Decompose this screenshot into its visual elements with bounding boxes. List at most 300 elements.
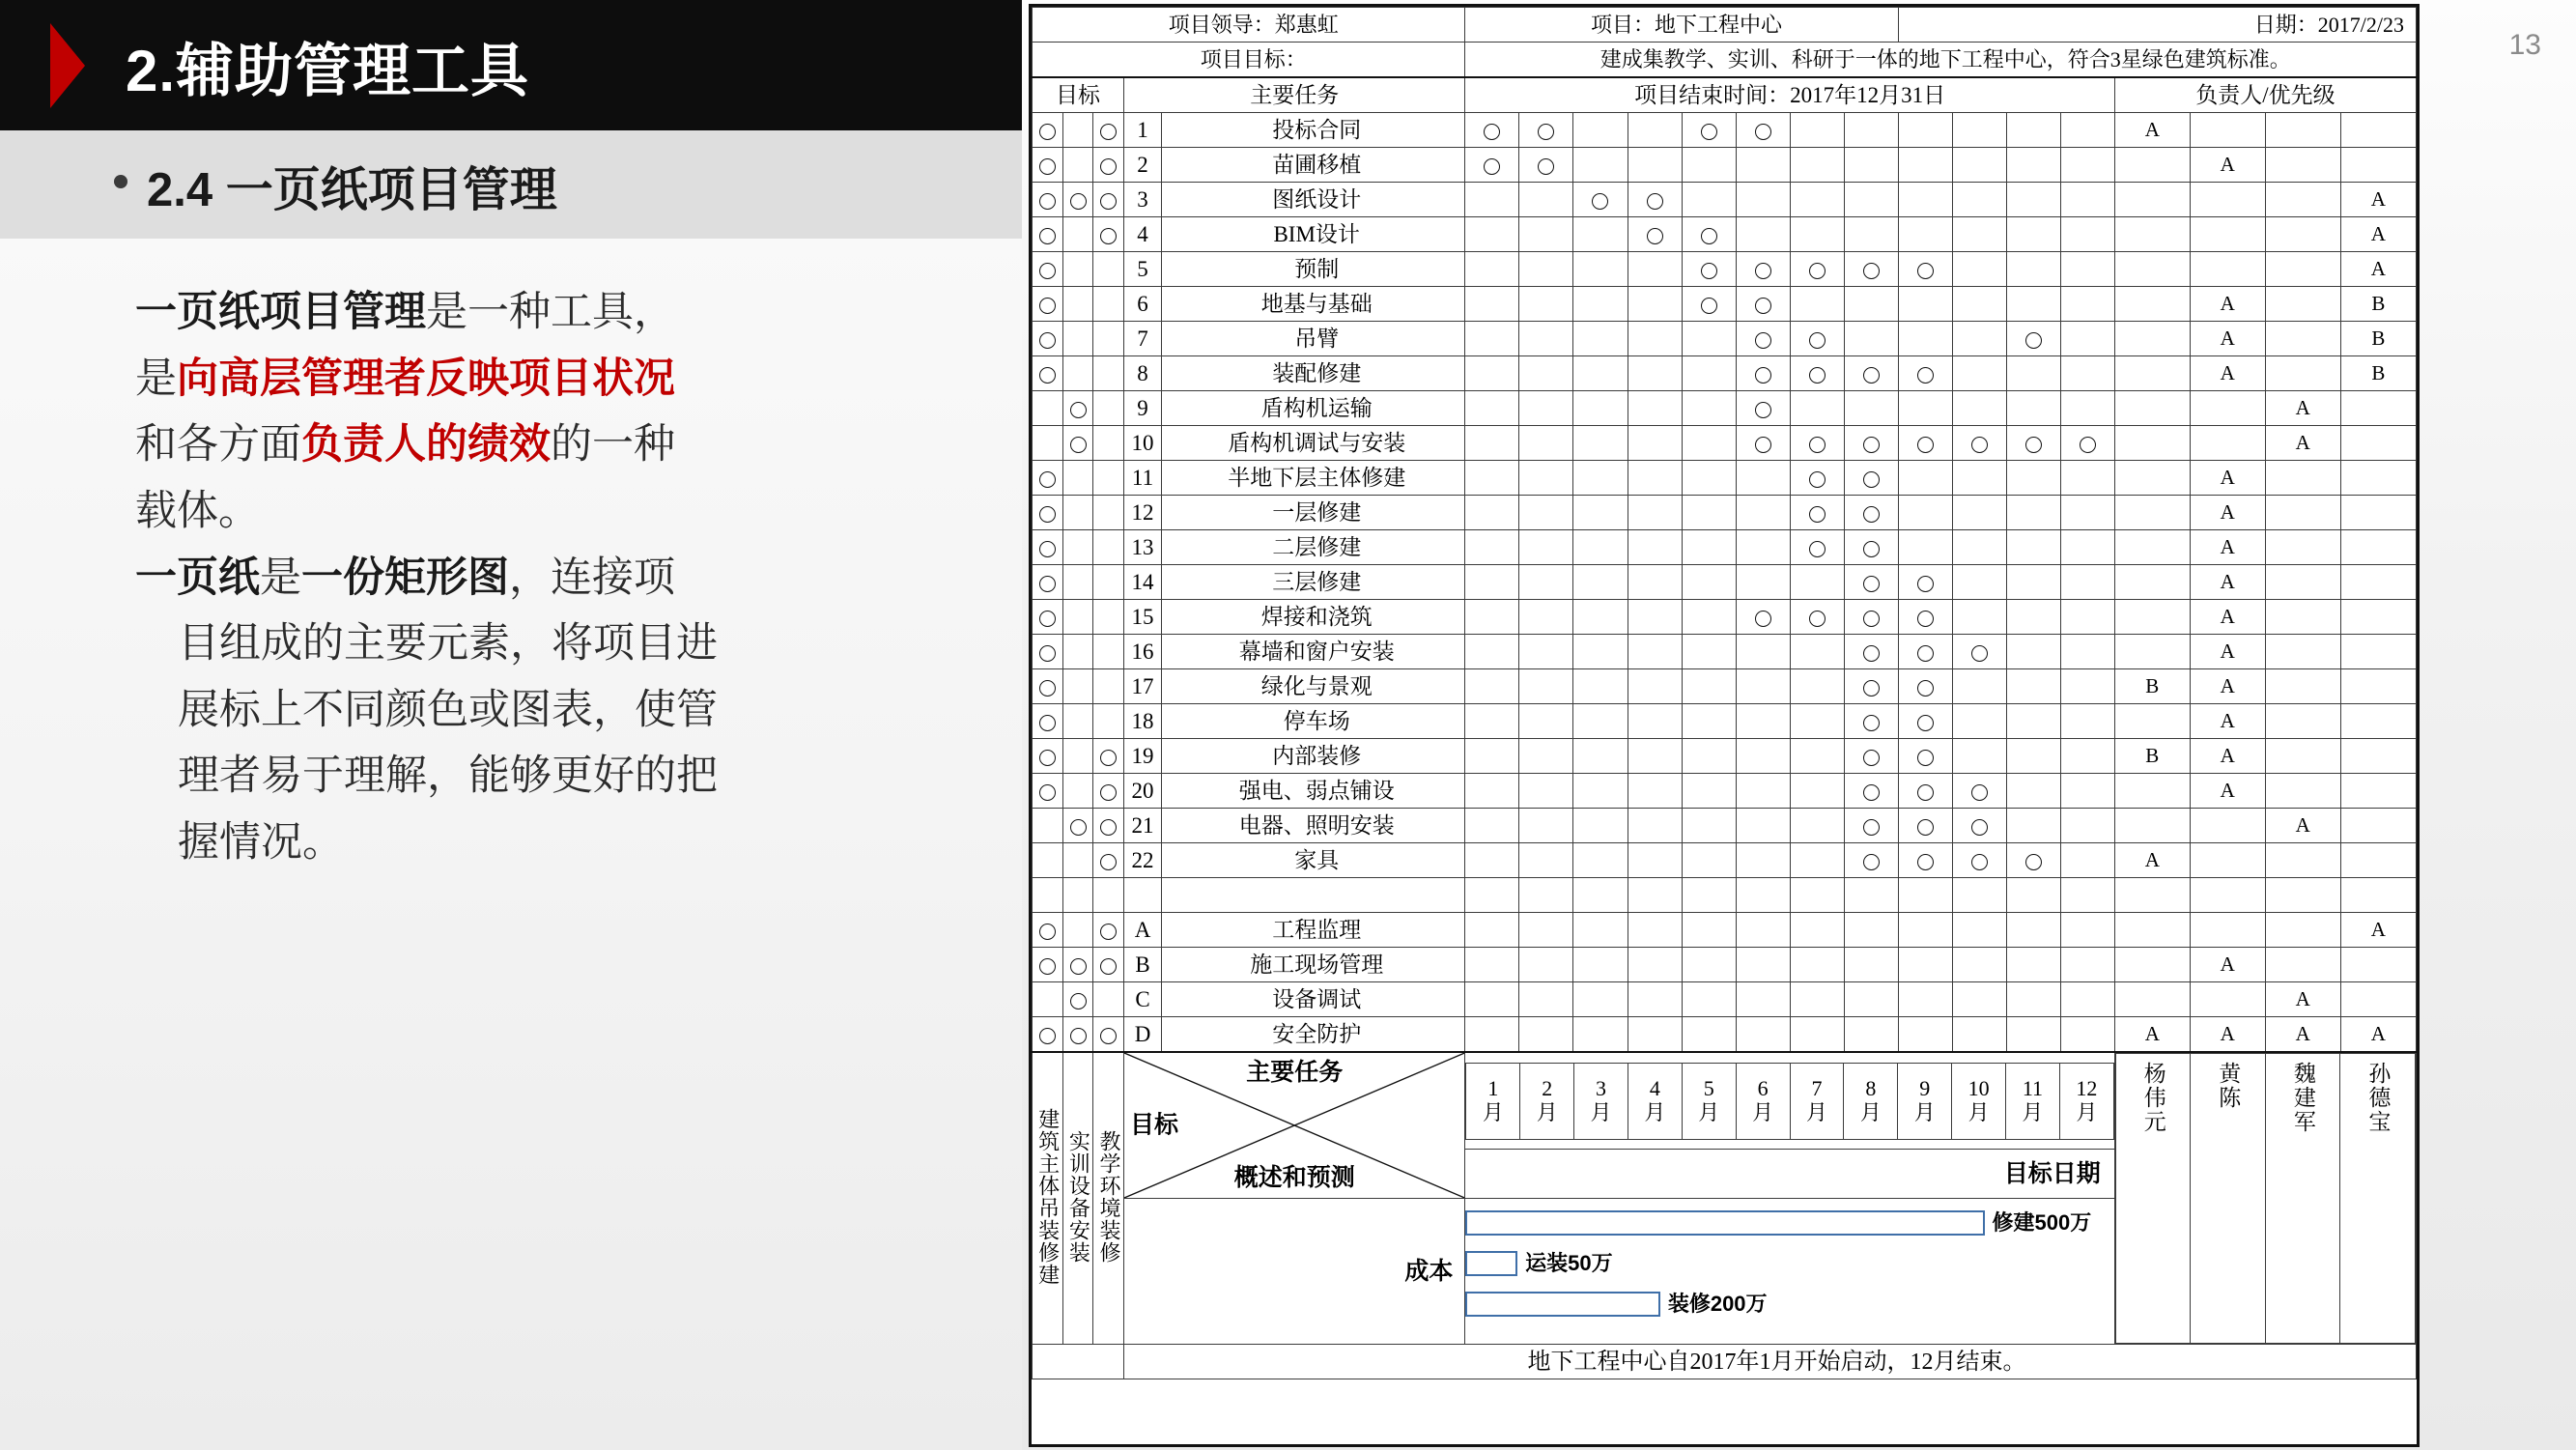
owner-cell — [2340, 669, 2416, 704]
month-cell — [1952, 948, 2006, 982]
task-name: 内部装修 — [1162, 739, 1465, 774]
month-cell — [1790, 948, 1844, 982]
month-cell — [1573, 322, 1628, 356]
owner-cell — [2340, 809, 2416, 843]
matrix-label-objectives: 目标 — [1130, 1112, 1179, 1139]
page-number: 13 — [2508, 29, 2541, 61]
owner-cell: A — [2114, 1017, 2190, 1053]
objective-cell — [1033, 669, 1063, 704]
task-name: 工程监理 — [1162, 913, 1465, 948]
month-cell — [2060, 635, 2114, 669]
marker-circle-icon — [1039, 466, 1056, 489]
month-cell — [2006, 530, 2060, 565]
month-cell — [1519, 252, 1573, 287]
table-row — [1033, 600, 2417, 635]
owner-cell: A — [2190, 600, 2265, 635]
body-line-9: 握情况。 — [178, 819, 344, 867]
task-id: 22 — [1124, 843, 1162, 878]
matrix-month: 8 月 — [1844, 1063, 1898, 1139]
objective-cell — [1033, 948, 1063, 982]
owner-cell: A — [2190, 565, 2265, 600]
month-cell — [1844, 774, 1898, 809]
objective-cell — [1062, 635, 1093, 669]
spacer-cell — [1682, 878, 1736, 913]
month-cell — [1465, 600, 1519, 635]
month-cell — [1844, 530, 1898, 565]
objective-cell — [1033, 356, 1063, 391]
month-cell — [1790, 635, 1844, 669]
task-name: 电器、照明安装 — [1162, 809, 1465, 843]
month-cell — [1952, 669, 2006, 704]
owner-cell — [2190, 113, 2265, 148]
header-end-time: 项目结束时间：2017年12月31日 — [1465, 77, 2114, 113]
task-id: 9 — [1124, 391, 1162, 426]
owner-cell — [2265, 217, 2340, 252]
spacer-cell — [2006, 878, 2060, 913]
month-cell — [1628, 322, 1682, 356]
month-cell — [1790, 1017, 1844, 1053]
project-name: 项目：地下工程中心 — [1465, 8, 1898, 43]
marker-circle-icon — [1039, 744, 1056, 767]
owner-cell: A — [2340, 217, 2416, 252]
month-cell — [2060, 669, 2114, 704]
month-cell — [1844, 982, 1898, 1017]
objective-cell — [1062, 461, 1093, 496]
header-main-tasks: 主要任务 — [1124, 77, 1465, 113]
month-cell — [1628, 356, 1682, 391]
objective-cell — [1093, 809, 1124, 843]
objective-cell — [1062, 496, 1093, 530]
owner-cell — [2340, 391, 2416, 426]
month-cell — [1465, 496, 1519, 530]
month-cell — [2006, 148, 2060, 183]
owner-cell — [2190, 183, 2265, 217]
month-cell — [1844, 739, 1898, 774]
month-cell — [1844, 600, 1898, 635]
month-cell — [2060, 461, 2114, 496]
marker-circle-icon — [1755, 257, 1771, 280]
objective-cell — [1062, 669, 1093, 704]
month-cell — [2006, 635, 2060, 669]
marker-circle-icon — [1863, 431, 1880, 454]
month-cell — [1790, 252, 1844, 287]
month-cell — [1465, 391, 1519, 426]
owner-cell — [2265, 496, 2340, 530]
marker-circle-icon — [1039, 222, 1056, 245]
table-row — [1033, 148, 2417, 183]
owner-cell — [2190, 217, 2265, 252]
matrix-months-header — [1465, 1052, 2114, 1150]
month-cell — [2006, 565, 2060, 600]
marker-circle-icon — [1070, 987, 1087, 1010]
owner-cell — [2114, 356, 2190, 391]
month-cell — [1682, 426, 1736, 461]
marker-circle-icon — [1070, 431, 1087, 454]
month-cell — [1736, 426, 1790, 461]
owner-cell — [2265, 113, 2340, 148]
month-cell — [1844, 669, 1898, 704]
matrix-month: 6 月 — [1736, 1063, 1790, 1139]
month-cell — [2006, 183, 2060, 217]
month-cell — [1952, 287, 2006, 322]
objective-cell — [1062, 739, 1093, 774]
marker-circle-icon — [1809, 605, 1826, 628]
objective-cell — [1033, 600, 1063, 635]
matrix-x-box — [1124, 1052, 1465, 1199]
month-cell — [2006, 217, 2060, 252]
body-line-1 — [135, 280, 937, 345]
month-cell — [1736, 287, 1790, 322]
month-cell — [1790, 530, 1844, 565]
month-cell — [2006, 982, 2060, 1017]
month-cell — [1898, 530, 1952, 565]
month-cell — [1952, 704, 2006, 739]
objective-cell — [1033, 426, 1063, 461]
month-cell — [1519, 774, 1573, 809]
month-cell — [1682, 948, 1736, 982]
month-cell — [1790, 113, 1844, 148]
table-row — [1033, 669, 2417, 704]
month-cell — [1519, 809, 1573, 843]
month-cell — [1736, 774, 1790, 809]
month-cell — [1736, 948, 1790, 982]
month-cell — [1898, 183, 1952, 217]
body-line-3-highlight: 负责人的绩效 — [301, 421, 551, 469]
month-cell — [2060, 1017, 2114, 1053]
task-id: 7 — [1124, 322, 1162, 356]
marker-circle-icon — [1701, 257, 1717, 280]
month-cell — [1790, 669, 1844, 704]
task-id: 16 — [1124, 635, 1162, 669]
month-cell — [1736, 669, 1790, 704]
month-cell — [1952, 1017, 2006, 1053]
objective-cell — [1062, 217, 1093, 252]
owner-cell — [2190, 982, 2265, 1017]
owner-cell — [2114, 148, 2190, 183]
month-cell — [1573, 635, 1628, 669]
marker-circle-icon — [2080, 431, 2096, 454]
owner-cell: A — [2190, 287, 2265, 322]
month-cell — [1573, 461, 1628, 496]
month-cell — [1519, 704, 1573, 739]
matrix-month: 12 月 — [2059, 1063, 2113, 1139]
marker-circle-icon — [1039, 570, 1056, 593]
task-id: 12 — [1124, 496, 1162, 530]
task-name: 投标合同 — [1162, 113, 1465, 148]
month-cell — [1952, 982, 2006, 1017]
marker-circle-icon — [1039, 952, 1056, 976]
marker-circle-icon — [1863, 257, 1880, 280]
body-line-5-strong-a: 一页纸 — [135, 554, 260, 601]
month-cell — [1682, 565, 1736, 600]
objective-cell — [1093, 496, 1124, 530]
owner-cell — [2114, 635, 2190, 669]
month-cell — [1628, 1017, 1682, 1053]
month-cell — [1844, 356, 1898, 391]
month-cell — [1628, 948, 1682, 982]
marker-circle-icon — [1917, 779, 1934, 802]
owner-cell — [2340, 530, 2416, 565]
owner-cell — [2340, 148, 2416, 183]
owner-cell — [2190, 252, 2265, 287]
month-cell — [1952, 774, 2006, 809]
body-text — [135, 280, 937, 877]
month-cell — [1898, 391, 1952, 426]
objective-cell — [1093, 635, 1124, 669]
marker-circle-icon — [1100, 153, 1117, 176]
owner-cell: A — [2265, 809, 2340, 843]
owner-cell — [2114, 774, 2190, 809]
month-cell — [1682, 982, 1736, 1017]
page-title: 2.辅助管理工具 — [126, 39, 530, 103]
month-cell — [1519, 565, 1573, 600]
month-cell — [1952, 148, 2006, 183]
month-cell — [1573, 148, 1628, 183]
month-cell — [1736, 461, 1790, 496]
owner-cell — [2340, 113, 2416, 148]
month-cell — [1465, 565, 1519, 600]
marker-circle-icon — [1070, 952, 1087, 976]
month-cell — [1465, 113, 1519, 148]
spacer-cell — [1093, 878, 1124, 913]
spacer-cell — [1790, 878, 1844, 913]
objective-cell — [1033, 287, 1063, 322]
month-cell — [2060, 391, 2114, 426]
table-row — [1033, 322, 2417, 356]
marker-circle-icon — [1755, 118, 1771, 141]
month-cell — [1573, 287, 1628, 322]
objective-cell — [1093, 1017, 1124, 1053]
table-row — [1033, 391, 2417, 426]
month-cell — [1628, 252, 1682, 287]
month-cell — [1682, 183, 1736, 217]
month-cell — [1790, 183, 1844, 217]
task-id: 19 — [1124, 739, 1162, 774]
owner-cell — [2340, 635, 2416, 669]
owner-cell — [2340, 948, 2416, 982]
task-name: 施工现场管理 — [1162, 948, 1465, 982]
table-row — [1033, 356, 2417, 391]
matrix-month: 7 月 — [1790, 1063, 1844, 1139]
objective-cell — [1062, 809, 1093, 843]
objective-cell — [1062, 356, 1093, 391]
body-line-3-lead: 和各方面 — [135, 421, 301, 469]
marker-circle-icon — [1863, 535, 1880, 558]
owner-cell — [2265, 739, 2340, 774]
month-cell — [1465, 669, 1519, 704]
month-cell — [1844, 496, 1898, 530]
month-cell — [2006, 322, 2060, 356]
body-line-3 — [135, 412, 937, 477]
marker-circle-icon — [1100, 952, 1117, 976]
month-cell — [1952, 565, 2006, 600]
month-cell — [2060, 948, 2114, 982]
month-cell — [1519, 739, 1573, 774]
project-goal-value: 建成集教学、实训、科研于一体的地下工程中心，符合3星绿色建筑标准。 — [1465, 43, 2417, 78]
project-goal-label: 项目目标： — [1033, 43, 1465, 78]
task-id: 17 — [1124, 669, 1162, 704]
month-cell — [2060, 148, 2114, 183]
body-line-1-strong: 一页纸项目管理 — [135, 289, 426, 335]
matrix-note: 地下工程中心自2017年1月开始启动，12月结束。 — [1124, 1345, 2417, 1379]
objective-cell — [1062, 113, 1093, 148]
month-cell — [1790, 322, 1844, 356]
marker-circle-icon — [1701, 118, 1717, 141]
owner-cell — [2265, 287, 2340, 322]
task-id: 2 — [1124, 148, 1162, 183]
month-cell — [2006, 669, 2060, 704]
objective-cell — [1062, 1017, 1093, 1053]
marker-circle-icon — [1863, 779, 1880, 802]
month-cell — [2006, 391, 2060, 426]
objective-cell — [1093, 913, 1124, 948]
month-cell — [1952, 322, 2006, 356]
month-cell — [1844, 809, 1898, 843]
month-cell — [1628, 843, 1682, 878]
table-row — [1033, 565, 2417, 600]
task-name: 设备调试 — [1162, 982, 1465, 1017]
month-cell — [1952, 113, 2006, 148]
header-objectives: 目标 — [1033, 77, 1124, 113]
owner-cell — [2265, 530, 2340, 565]
month-cell — [1898, 1017, 1952, 1053]
marker-circle-icon — [1039, 779, 1056, 802]
month-cell — [1628, 113, 1682, 148]
marker-circle-icon — [1863, 605, 1880, 628]
month-cell — [1844, 913, 1898, 948]
objective-cell — [1093, 287, 1124, 322]
month-cell — [1844, 948, 1898, 982]
objective-cell — [1033, 635, 1063, 669]
objective-label-1: 建筑主体吊装修建 — [1033, 1052, 1063, 1345]
marker-circle-icon — [1809, 257, 1826, 280]
month-cell — [1844, 252, 1898, 287]
owner-cell: A — [2190, 530, 2265, 565]
objective-cell — [1033, 183, 1063, 217]
month-cell — [1682, 774, 1736, 809]
month-cell — [1952, 461, 2006, 496]
marker-circle-icon — [1809, 431, 1826, 454]
task-name: 停车场 — [1162, 704, 1465, 739]
objective-cell — [1093, 843, 1124, 878]
task-id: 14 — [1124, 565, 1162, 600]
month-cell — [1519, 982, 1573, 1017]
owner-cell — [2265, 843, 2340, 878]
spacer-cell — [2265, 878, 2340, 913]
month-cell — [1465, 843, 1519, 878]
task-name: 焊接和浇筑 — [1162, 600, 1465, 635]
marker-circle-icon — [1863, 709, 1880, 732]
month-cell — [1790, 287, 1844, 322]
month-cell — [2060, 287, 2114, 322]
month-cell — [1898, 322, 1952, 356]
owner-cell: A — [2340, 1017, 2416, 1053]
month-cell — [1573, 774, 1628, 809]
month-cell — [1898, 600, 1952, 635]
month-cell — [1519, 600, 1573, 635]
objective-cell — [1093, 183, 1124, 217]
meta-row-leader — [1033, 8, 2417, 43]
owner-cell: A — [2190, 148, 2265, 183]
table-row — [1033, 948, 2417, 982]
month-cell — [1952, 183, 2006, 217]
month-cell — [1898, 739, 1952, 774]
month-cell — [1736, 148, 1790, 183]
objective-cell — [1093, 565, 1124, 600]
month-cell — [2060, 982, 2114, 1017]
month-cell — [1952, 252, 2006, 287]
marker-circle-icon — [2025, 848, 2042, 871]
spacer-cell — [1519, 878, 1573, 913]
month-cell — [1628, 148, 1682, 183]
month-cell — [1573, 739, 1628, 774]
month-cell — [2006, 1017, 2060, 1053]
matrix-label-target-date: 目标日期 — [1465, 1150, 2114, 1199]
owner-cell — [2114, 322, 2190, 356]
owner-cell: A — [2190, 1017, 2265, 1053]
marker-circle-icon — [1039, 327, 1056, 350]
matrix-note-row — [1033, 1345, 2417, 1379]
owner-cell — [2265, 148, 2340, 183]
table-row — [1033, 530, 2417, 565]
marker-circle-icon — [1863, 466, 1880, 489]
marker-circle-icon — [1863, 848, 1880, 871]
month-cell — [1844, 113, 1898, 148]
owner-cell — [2114, 217, 2190, 252]
objective-cell — [1093, 356, 1124, 391]
objective-cell — [1033, 391, 1063, 426]
spacer-cell — [1162, 878, 1465, 913]
spacer-cell — [1952, 878, 2006, 913]
marker-circle-icon — [1755, 361, 1771, 384]
marker-circle-icon — [1917, 257, 1934, 280]
marker-circle-icon — [1863, 570, 1880, 593]
objective-cell — [1033, 530, 1063, 565]
month-cell — [1898, 148, 1952, 183]
objective-cell — [1033, 496, 1063, 530]
body-line-1-rest: 是一种工具， — [426, 289, 675, 335]
month-cell — [1573, 113, 1628, 148]
table-row — [1033, 774, 2417, 809]
table-row — [1033, 704, 2417, 739]
marker-circle-icon — [1039, 1022, 1056, 1045]
month-cell — [1952, 426, 2006, 461]
marker-circle-icon — [2025, 431, 2042, 454]
owner-cell — [2114, 913, 2190, 948]
body-line-2-lead: 是 — [135, 355, 177, 402]
owner-cell — [2340, 982, 2416, 1017]
month-cell — [1465, 948, 1519, 982]
month-cell — [2006, 948, 2060, 982]
marker-circle-icon — [1971, 640, 1988, 663]
task-id: 5 — [1124, 252, 1162, 287]
marker-circle-icon — [1917, 709, 1934, 732]
objective-label-3: 教学环境装修 — [1093, 1052, 1124, 1345]
objective-cell — [1033, 774, 1063, 809]
month-cell — [1844, 565, 1898, 600]
task-id: D — [1124, 1017, 1162, 1053]
task-name: BIM设计 — [1162, 217, 1465, 252]
task-name: 吊臂 — [1162, 322, 1465, 356]
body-line-8: 理者易于理解，能够更好的把 — [178, 753, 718, 800]
matrix-month: 4 月 — [1628, 1063, 1682, 1139]
task-name: 二层修建 — [1162, 530, 1465, 565]
owner-cell — [2340, 600, 2416, 635]
month-cell — [1790, 356, 1844, 391]
month-cell — [1628, 426, 1682, 461]
marker-circle-icon — [1917, 744, 1934, 767]
spacer-cell — [2060, 878, 2114, 913]
